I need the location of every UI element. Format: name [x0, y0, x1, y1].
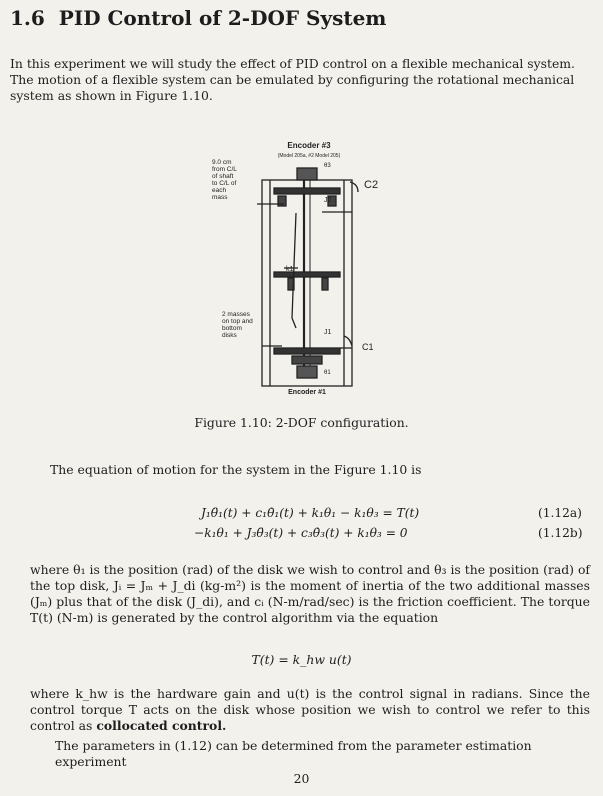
encoder-top-models: (Model 205a, #2 Model 205)	[277, 153, 341, 159]
figure-caption: Figure 1.10: 2-DOF configuration.	[194, 415, 409, 430]
figure-2dof-diagram	[212, 138, 400, 396]
where-paragraph: where θ₁ is the position (rad) of the disk we wish to control and θ₃ is the position (rad) of the top disk, Jᵢ = Jₘ + J_di (kg-m²) is the moment of inertia of the two additional masses (Jₘ) plus that of the disk (J_di), and cᵢ (N-m/rad/sec) is the friction coefficient. The torque T(t) (N-m) is generated by the control algorithm via the equation	[30, 562, 590, 625]
frame	[262, 180, 352, 386]
top-disk	[274, 188, 340, 194]
equation-intro: The equation of motion for the system in the Figure 1.10 is	[50, 462, 422, 477]
hardware-paragraph	[30, 686, 590, 734]
middle-disk	[274, 272, 340, 277]
collocated-control-term: collocated control.	[96, 718, 227, 733]
encoder-bottom-label: Encoder #1	[288, 389, 326, 396]
j2-label: J2	[324, 197, 332, 204]
masses-note-line: disks	[222, 332, 237, 339]
left-note-line: each	[212, 187, 227, 194]
left-note	[212, 159, 237, 201]
section-heading	[10, 6, 386, 30]
c2-label: C2	[364, 179, 379, 191]
j1-label: J1	[324, 329, 332, 336]
section-title: PID Control of 2-DOF System	[58, 6, 387, 30]
equation-label-1-12a: (1.12a)	[538, 506, 582, 520]
c1-label: C1	[362, 342, 374, 352]
masses-note-line: 2 masses	[222, 311, 250, 318]
equation-1-12a: J₁θ̈₁(t) + c₁θ̇₁(t) + k₁θ₁ − k₁θ₃ = T(t)	[201, 506, 420, 520]
equation-1-12b: −k₁θ₁ + J₃θ̈₃(t) + c₃θ̇₃(t) + k₁θ₃ = 0	[194, 526, 408, 540]
k1-label: k1	[286, 266, 294, 273]
masses-note-line: on top and	[222, 318, 253, 325]
left-note-line: of shaft	[212, 173, 234, 180]
left-note-line: mass	[212, 194, 228, 201]
theta3-label: θ3	[324, 163, 331, 169]
left-note-line: from C/L	[212, 166, 237, 173]
torque-equation: T(t) = k_hw u(t)	[251, 652, 352, 667]
masses-note-line: bottom	[222, 325, 242, 332]
section-number: 1.6	[10, 6, 45, 30]
page-number: 20	[293, 771, 310, 786]
left-note-line: 9.0 cm	[212, 159, 232, 166]
bottom-disk	[274, 348, 340, 354]
left-note-line: to C/L of	[212, 180, 237, 187]
masses-note	[222, 311, 253, 339]
encoder-top-label: Encoder #3	[287, 141, 331, 150]
theta1-label: θ1	[324, 370, 331, 376]
hardware-paragraph-text: where k_hw is the hardware gain and u(t) is the control signal in radians. Since the control torque T acts on the disk whose position we wish to control we refer to this control as	[30, 686, 590, 733]
encoder-bottom-box	[297, 366, 317, 378]
equation-label-1-12b: (1.12b)	[538, 526, 583, 540]
encoder-top-box	[297, 168, 317, 180]
parameters-line: The parameters in (1.12) can be determined from the parameter estimation experiment	[55, 738, 532, 769]
intro-paragraph: In this experiment we will study the effect of PID control on a flexible mechanical system. The motion of a flexible system can be emulated by configuring the rotational mechanical system as shown in Figure 1.10.	[10, 56, 575, 103]
